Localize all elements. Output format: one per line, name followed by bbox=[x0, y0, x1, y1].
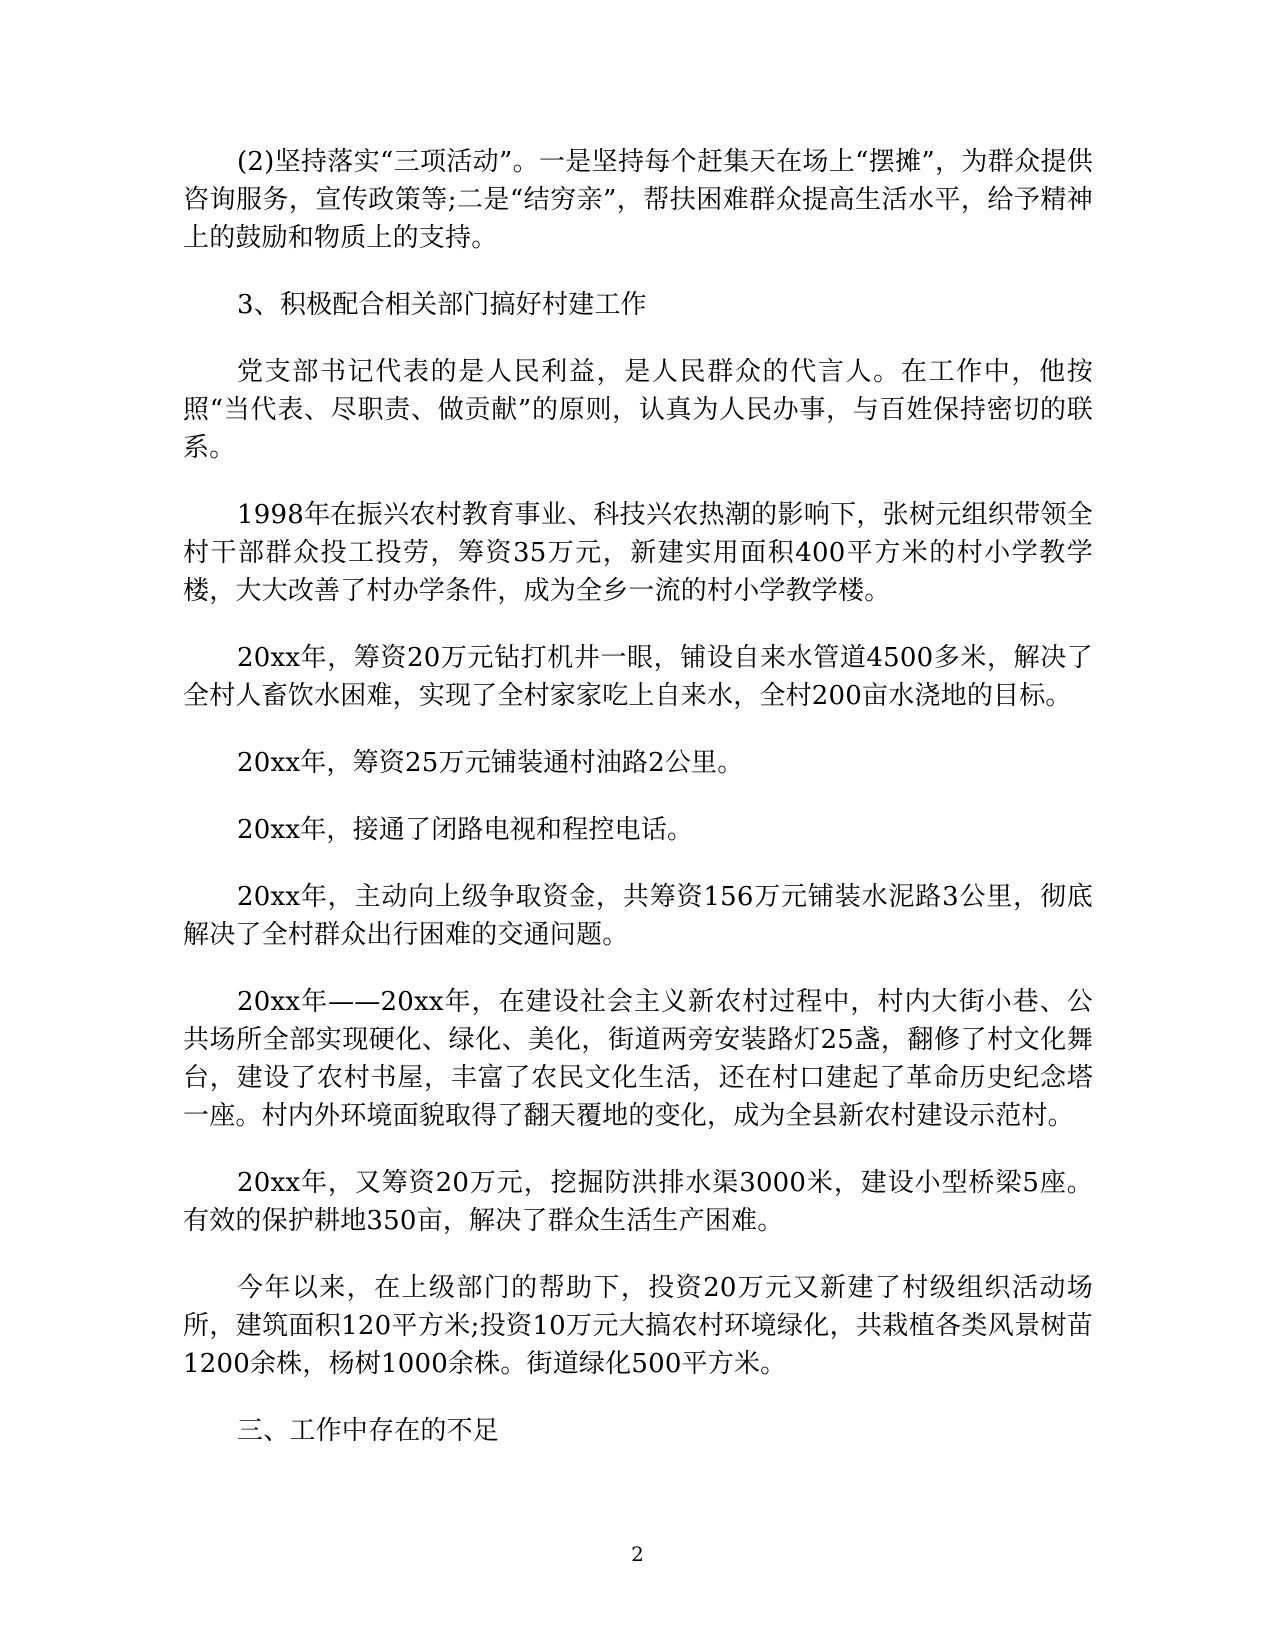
page-number: 2 bbox=[631, 1542, 644, 1566]
paragraph-flood-drainage: 20xx年，又筹资20万元，挖掘防洪排水渠3000米，建设小型桥梁5座。有效的保护耕地350亩，解决了群众生活生产困难。 bbox=[183, 1168, 1093, 1236]
section-heading-village-construction: 3、积极配合相关部门搞好村建工作 bbox=[237, 290, 647, 320]
paragraph-tv-telephone: 20xx年，接通了闭路电视和程控电话。 bbox=[237, 815, 694, 845]
paragraph-oil-road: 20xx年，筹资25万元铺装通村油路2公里。 bbox=[237, 748, 744, 778]
section-heading-shortcomings: 三、工作中存在的不足 bbox=[237, 1416, 500, 1446]
paragraph-1998-school: 1998年在振兴农村教育事业、科技兴农热潮的影响下，张树元组织带领全村干部群众投工投劳，筹资35万元，新建实用面积400平方米的村小学教学楼，大大改善了村办学条件，成为全乡一流的村小学教学楼。 bbox=[183, 500, 1093, 606]
paragraph-activities: (2)坚持落实“三项活动”。一是坚持每个赶集天在场上“摆摊”，为群众提供咨询服务，宣传政策等;二是“结穷亲”，帮扶困难群众提高生活水平，给予精神上的鼓励和物质上的支持。 bbox=[183, 147, 1093, 253]
paragraph-party-secretary: 党支部书记代表的是人民利益，是人民群众的代言人。在工作中，他按照“当代表、尽职责、做贡献”的原则，认真为人民办事，与百姓保持密切的联系。 bbox=[183, 357, 1093, 463]
paragraph-cement-road: 20xx年，主动向上级争取资金，共筹资156万元铺装水泥路3公里，彻底解决了全村群众出行困难的交通问题。 bbox=[183, 882, 1093, 950]
paragraph-new-countryside: 20xx年——20xx年，在建设社会主义新农村过程中，村内大街小巷、公共场所全部实现硬化、绿化、美化，街道两旁安装路灯25盏，翻修了村文化舞台，建设了农村书屋，丰富了农民文化生活，还在村口建起了革命历史纪念塔一座。村内外环境面貌取得了翻天覆地的变化，成为全县新农村建设示范村。 bbox=[183, 987, 1093, 1131]
paragraph-this-year: 今年以来，在上级部门的帮助下，投资20万元又新建了村级组织活动场所，建筑面积120平方米;投资10万元大搞农村环境绿化，共栽植各类风景树苗1200余株，杨树1000余株。街道绿化500平方米。 bbox=[183, 1273, 1093, 1379]
paragraph-water-supply: 20xx年，筹资20万元钻打机井一眼，铺设自来水管道4500多米，解决了全村人畜饮水困难，实现了全村家家吃上自来水，全村200亩水浇地的目标。 bbox=[183, 643, 1093, 711]
document-body bbox=[183, 143, 1093, 1479]
